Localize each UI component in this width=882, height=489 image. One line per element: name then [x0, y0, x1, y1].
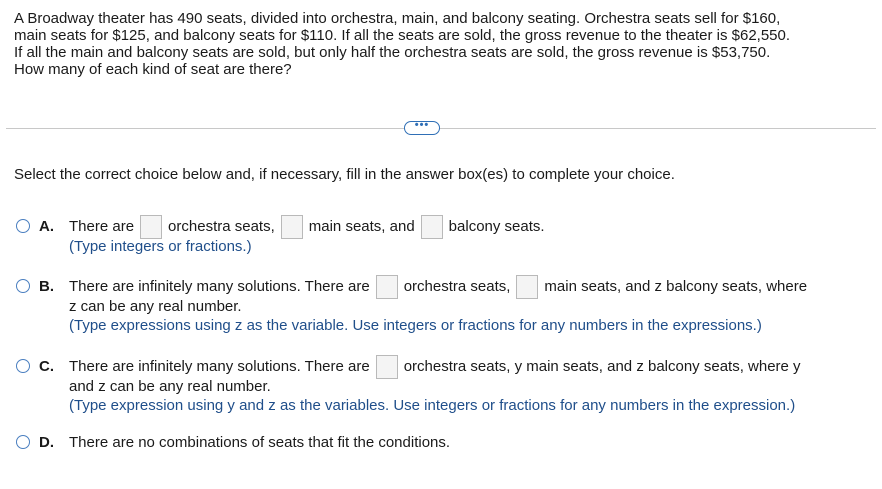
- balcony-seats-input[interactable]: [421, 215, 443, 239]
- choice-c-hint: (Type expression using y and z as the variables. Use integers or fractions for any numbers in the expression.): [69, 397, 796, 414]
- choice-letter-a: A.: [39, 218, 54, 235]
- choice-a-text: There are: [69, 218, 135, 235]
- expand-more-button[interactable]: [404, 121, 440, 135]
- question-text: [14, 10, 874, 78]
- choice-a-text: orchestra seats,: [168, 218, 275, 235]
- choice-c-text: and z can be any real number.: [69, 378, 271, 395]
- question-line: A Broadway theater has 490 seats, divided into orchestra, main, and balcony seating. Orchestra seats sell for $160,: [14, 10, 781, 27]
- more-dots-icon: •••: [414, 119, 430, 131]
- choice-b-text: z can be any real number.: [69, 298, 242, 315]
- radio-button-c[interactable]: [16, 359, 30, 373]
- orchestra-seats-expression-input[interactable]: [376, 275, 398, 299]
- main-seats-input[interactable]: [281, 215, 303, 239]
- main-seats-expression-input[interactable]: [516, 275, 538, 299]
- choice-b-text: main seats, and z balcony seats, where: [544, 278, 808, 295]
- choice-letter-d: D.: [39, 434, 54, 451]
- choice-letter-b: B.: [39, 278, 54, 295]
- choice-letter-c: C.: [39, 358, 54, 375]
- choice-c-text: orchestra seats, y main seats, and z balcony seats, where y: [403, 358, 801, 375]
- choice-b-hint: (Type expressions using z as the variable. Use integers or fractions for any numbers in the expressions.): [69, 317, 762, 334]
- choice-b-text: orchestra seats,: [403, 278, 511, 295]
- question-line: If all the main and balcony seats are sold, but only half the orchestra seats are sold, the gross revenue is $53,750.: [14, 44, 771, 61]
- choice-a-hint: (Type integers or fractions.): [69, 238, 252, 255]
- section-divider: [6, 128, 876, 129]
- instruction-text: Select the correct choice below and, if necessary, fill in the answer box(es) to complete your choice.: [14, 166, 675, 183]
- question-line: main seats for $125, and balcony seats for $110. If all the seats are sold, the gross revenue to the theater is $62,550.: [14, 27, 791, 44]
- choice-c-text: There are infinitely many solutions. There are: [69, 358, 370, 375]
- radio-button-d[interactable]: [16, 435, 30, 449]
- orchestra-seats-input[interactable]: [140, 215, 162, 239]
- question-line: How many of each kind of seat are there?: [14, 61, 292, 78]
- choice-b-text: There are infinitely many solutions. There are: [69, 278, 370, 295]
- radio-button-b[interactable]: [16, 279, 30, 293]
- choice-a-text: main seats, and: [308, 218, 415, 235]
- orchestra-seats-yz-expression-input[interactable]: [376, 355, 398, 379]
- choice-d-text: There are no combinations of seats that fit the conditions.: [69, 434, 451, 451]
- radio-button-a[interactable]: [16, 219, 30, 233]
- choice-a-text: balcony seats.: [448, 218, 545, 235]
